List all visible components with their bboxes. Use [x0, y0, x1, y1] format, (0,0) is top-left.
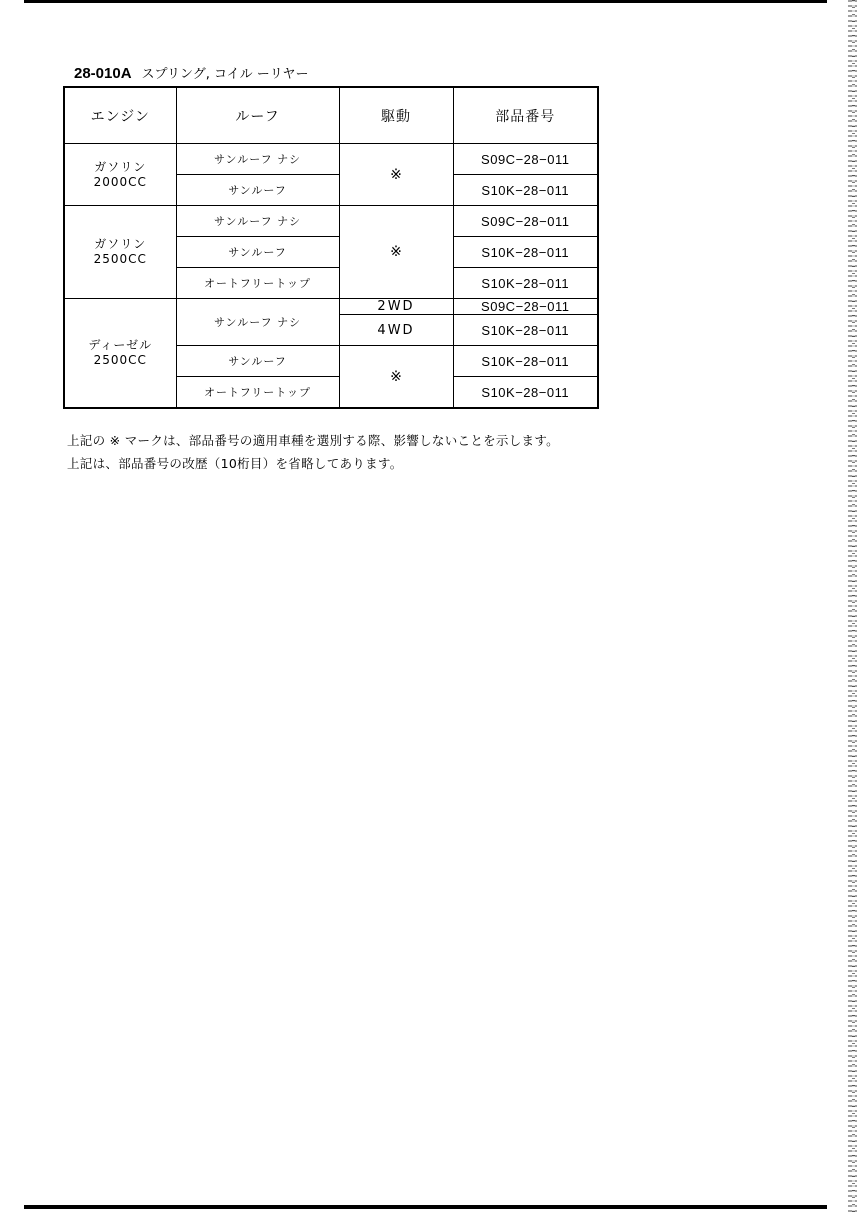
footnotes [67, 429, 559, 475]
parts-table [63, 86, 599, 409]
part-number-cell: S09C−28−011 [453, 206, 598, 237]
part-number-cell: S09C−28−011 [453, 299, 598, 315]
scan-edge-marks [852, 0, 855, 1214]
header-part: 部品番号 [453, 87, 598, 144]
engine-cell [64, 206, 176, 299]
engine-name: ガソリン [94, 237, 147, 251]
header-roof: ルーフ [176, 87, 339, 144]
part-number-cell: S10K−28−011 [453, 268, 598, 299]
drive-cell: 2WD [339, 299, 453, 315]
roof-cell: オートフリートップ [176, 268, 339, 299]
section-code: 28-010A [74, 65, 132, 82]
section-title [74, 63, 309, 82]
footnote-line: 上記は、部品番号の改歴（10桁目）を省略してあります。 [67, 456, 403, 471]
part-number-cell: S10K−28−011 [453, 377, 598, 409]
roof-cell: サンルーフ ナシ [176, 299, 339, 346]
footnote-line: 上記の ※ マークは、部品番号の適用車種を選別する際、影響しないことを示します。 [67, 433, 559, 448]
roof-cell: サンルーフ [176, 346, 339, 377]
part-number-cell: S10K−28−011 [453, 346, 598, 377]
bottom-rule [24, 1205, 827, 1209]
roof-cell: サンルーフ ナシ [176, 206, 339, 237]
part-number-cell: S10K−28−011 [453, 175, 598, 206]
part-number-cell: S10K−28−011 [453, 315, 598, 346]
header-row [64, 87, 598, 144]
part-number-cell: S09C−28−011 [453, 144, 598, 175]
table-row [64, 206, 598, 237]
engine-cell [64, 144, 176, 206]
roof-cell: オートフリートップ [176, 377, 339, 409]
engine-name: ガソリン [94, 159, 147, 174]
drive-cell: ※ [339, 346, 453, 409]
drive-cell: ※ [339, 206, 453, 299]
engine-cell [64, 299, 176, 409]
engine-cc: 2500CC [93, 353, 147, 367]
header-drive: 駆動 [339, 87, 453, 144]
roof-cell: サンルーフ [176, 237, 339, 268]
engine-cc: 2500CC [93, 252, 147, 266]
section-name: スプリング, コイル ーリヤー [141, 67, 309, 82]
engine-name: ディーゼル [88, 338, 153, 352]
roof-cell: サンルーフ ナシ [176, 144, 339, 175]
table-row [64, 144, 598, 175]
roof-cell: サンルーフ [176, 175, 339, 206]
part-number-cell: S10K−28−011 [453, 237, 598, 268]
drive-cell: 4WD [339, 315, 453, 346]
top-rule [24, 0, 827, 3]
table-row [64, 299, 598, 315]
drive-cell: ※ [339, 144, 453, 206]
header-engine: エンジン [64, 87, 176, 144]
engine-cc: 2000CC [93, 174, 147, 189]
